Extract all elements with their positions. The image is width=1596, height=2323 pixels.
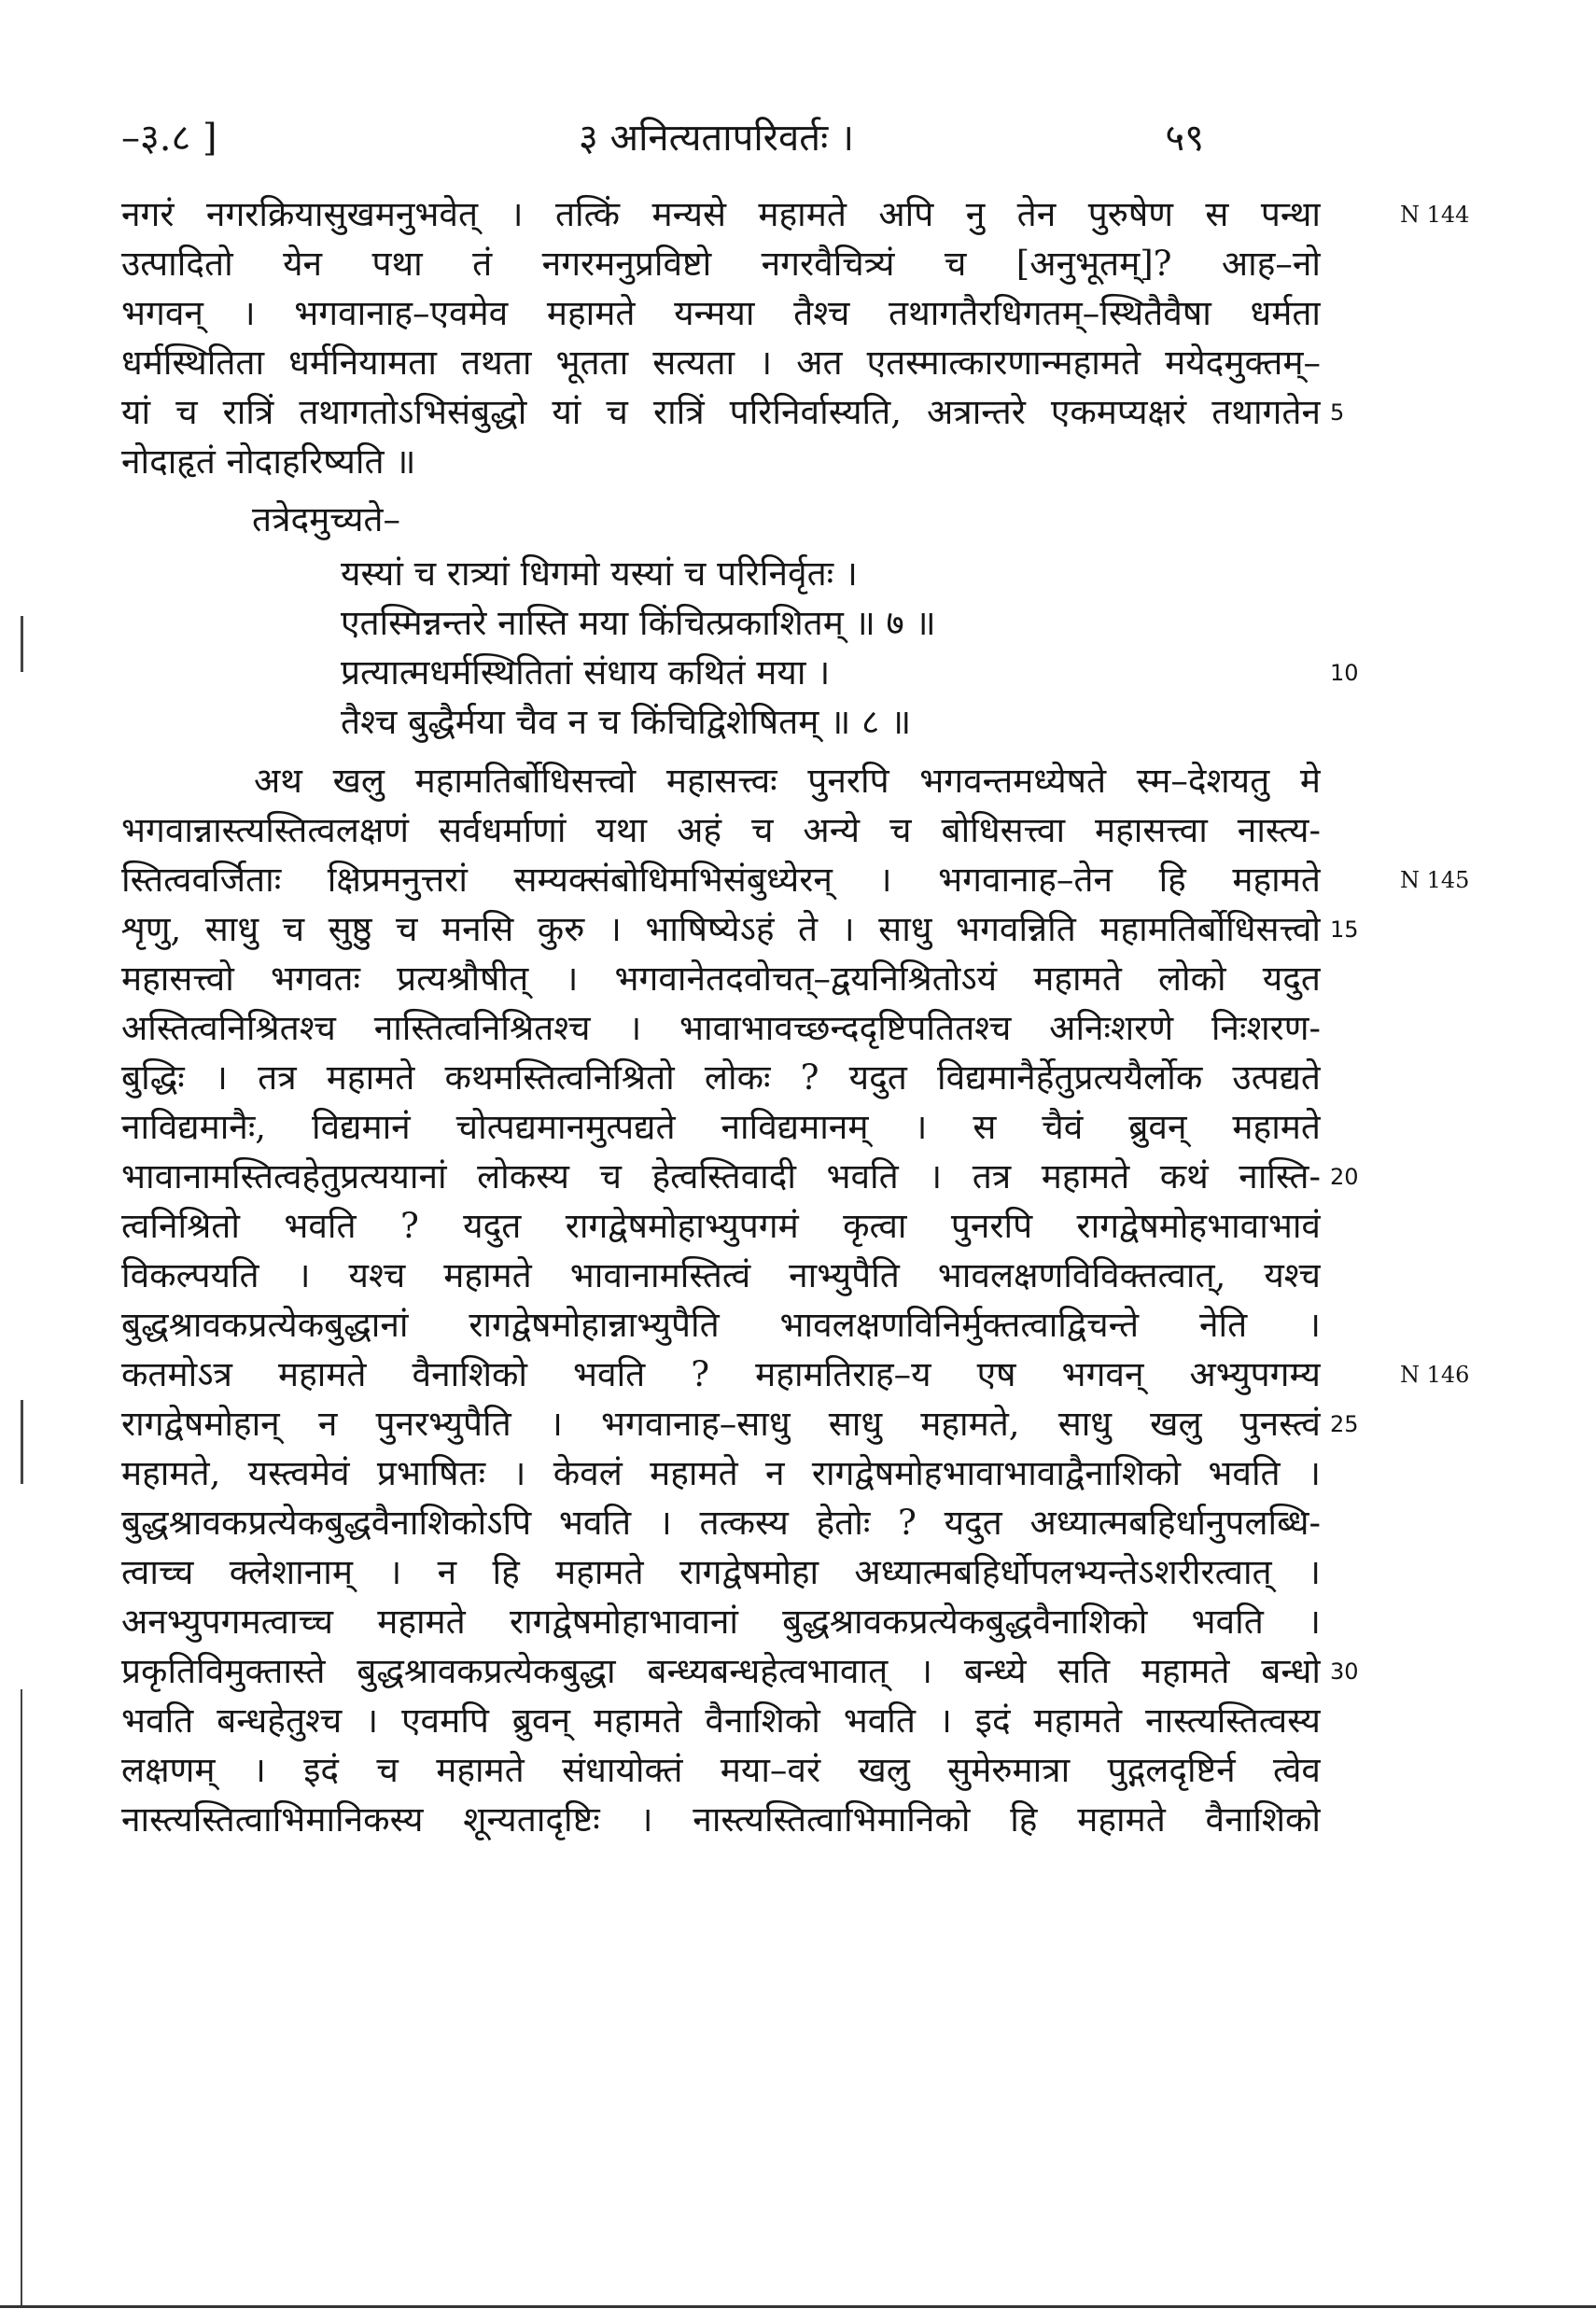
line-number: 10 bbox=[1330, 660, 1359, 686]
margin-reference: N 144 bbox=[1400, 202, 1470, 228]
text-line: भवति बन्धहेतुश्च । एवमपि ब्रुवन् महामते वैनाशिको भवति । इदं महामते नास्त्यस्तित्वस्य bbox=[121, 1700, 1321, 1741]
text-line: कतमोऽत्र महामते वैनाशिको भवति ? महामतिराह–य एष भगवन् अभ्युपगम्य bbox=[121, 1354, 1321, 1394]
text-line: भगवन् । भगवानाह–एवमेव महामते यन्मया तैश्च तथागतैरधिगतम्–स्थितैवैषा धर्मता bbox=[121, 293, 1321, 333]
verse-intro: तत्रेदमुच्यते– bbox=[252, 499, 400, 539]
text-line: अथ खलु महामतिर्बोधिसत्त्वो महासत्त्वः पुनरपि भगवन्तमध्येषते स्म–देशयतु मे bbox=[254, 761, 1321, 801]
text-line: शृणु, साधु च सुष्ठु च मनसि कुरु । भाषिष्येऽहं ते । साधु भगवन्निति महामतिर्बोधिसत्त्वो bbox=[121, 909, 1321, 949]
verse-line: एतस्मिन्नन्तरे नास्ति मया किंचित्प्रकाशितम् ॥ ७ ॥ bbox=[341, 603, 936, 643]
margin-reference: N 146 bbox=[1400, 1362, 1470, 1388]
text-line: विकल्पयति । यश्च महामते भावानामस्तित्वं नाभ्युपैति भावलक्षणविविक्तत्वात्, यश्च bbox=[121, 1255, 1321, 1295]
text-line: बुद्धश्रावकप्रत्येकबुद्धानां रागद्वेषमोहान्नाभ्युपैति भावलक्षणविनिर्मुक्तत्वाद्विचन्ते नेति । bbox=[121, 1305, 1321, 1345]
verse-line: यस्यां च रात्र्यां धिगमो यस्यां च परिनिर्वृतः । bbox=[341, 553, 858, 594]
line-number: 20 bbox=[1330, 1164, 1359, 1190]
text-line: बुद्धिः । तत्र महामते कथमस्तित्वनिश्रितो लोकः ? यदुत विद्यमानैर्हेतुप्रत्ययैर्लोक उत्पद्यते bbox=[121, 1057, 1321, 1098]
running-head bbox=[121, 110, 1204, 160]
page-number: ५९ bbox=[1165, 117, 1204, 160]
text-line: नगरं नगरक्रियासुखमनुभवेत् । तत्किं मन्यसे महामते अपि नु तेन पुरुषेण स पन्था bbox=[121, 194, 1321, 234]
text-line: अनभ्युपगमत्वाच्च महामते रागद्वेषमोहाभावानां बुद्धश्रावकप्रत्येकबुद्धवैनाशिको भवति । bbox=[121, 1602, 1321, 1642]
text-line: महामते, यस्त्वमेवं प्रभाषितः । केवलं महामते न रागद्वेषमोहभावाभावाद्वैनाशिको भवति । bbox=[121, 1453, 1321, 1493]
verse-line: प्रत्यात्मधर्मस्थितितां संधाय कथितं मया । bbox=[341, 652, 831, 693]
text-line: नास्त्यस्तित्वाभिमानिकस्य शून्यतादृष्टिः । नास्त्यस्तित्वाभिमानिको हि महामते वैनाशिको bbox=[121, 1799, 1321, 1840]
text-line: लक्षणम् । इदं च महामते संधायोक्तं मया–वरं खलु सुमेरुमात्रा पुद्गलदृष्टिर्न त्वेव bbox=[121, 1750, 1321, 1790]
margin-reference: N 145 bbox=[1400, 867, 1470, 893]
binding-mark bbox=[21, 1689, 22, 2305]
text-line: महासत्त्वो भगवतः प्रत्यश्रौषीत् । भगवानेतदवोचत्–द्वयनिश्रितोऽयं महामते लोको यदुत bbox=[121, 959, 1321, 999]
line-number: 15 bbox=[1330, 917, 1359, 943]
text-line: उत्पादितो येन पथा तं नगरमनुप्रविष्टो नगरवैचित्र्यं च [अनुभूतम्]? आह–नो bbox=[121, 244, 1321, 284]
text-line: अस्तित्वनिश्रितश्च नास्तित्वनिश्रितश्च । भावाभावच्छन्ददृष्टिपतितश्च अनिःशरणे निःशरण- bbox=[121, 1008, 1321, 1048]
text-line: नाविद्यमानैः, विद्यमानं चोत्पद्यमानमुत्पद्यते नाविद्यमानम् । स चैवं ब्रुवन् महामते bbox=[121, 1107, 1321, 1147]
verse-line: तैश्च बुद्धैर्मया चैव न च किंचिद्विशेषितम् ॥ ८ ॥ bbox=[341, 702, 912, 742]
section-reference: –३.८ ] bbox=[121, 117, 217, 160]
binding-mark bbox=[21, 616, 23, 672]
text-line: भावानामस्तित्वहेतुप्रत्ययानां लोकस्य च हेत्वस्तिवादी भवति । तत्र महामते कथं नास्ति- bbox=[121, 1156, 1321, 1196]
line-number: 5 bbox=[1330, 399, 1345, 426]
text-line: बुद्धश्रावकप्रत्येकबुद्धवैनाशिकोऽपि भवति । तत्कस्य हेतोः ? यदुत अध्यात्मबहिर्धानुपलब्धि- bbox=[121, 1503, 1321, 1543]
chapter-title: ३ अनित्यतापरिवर्तः । bbox=[579, 117, 855, 160]
page-edge-rule bbox=[0, 2305, 1596, 2308]
text-line: त्वनिश्रितो भवति ? यदुत रागद्वेषमोहाभ्युपगमं कृत्वा पुनरपि रागद्वेषमोहभावाभावं bbox=[121, 1206, 1321, 1246]
text-line: यां च रात्रिं तथागतोऽभिसंबुद्धो यां च रात्रिं परिनिर्वास्यति, अत्रान्तरे एकमप्यक्षरं तथागतेन bbox=[121, 392, 1321, 432]
text-line: स्तित्ववर्जिताः क्षिप्रमनुत्तरां सम्यक्संबोधिमभिसंबुध्येरन् । भगवानाह–तेन हि महामते bbox=[121, 860, 1321, 900]
line-number: 30 bbox=[1330, 1658, 1359, 1685]
text-line: भगवान्नास्त्यस्तित्वलक्षणं सर्वधर्माणां यथा अहं च अन्ये च बोधिसत्त्वा महासत्त्वा नास्त्य- bbox=[121, 810, 1321, 850]
text-line: प्रकृतिविमुक्तास्ते बुद्धश्रावकप्रत्येकबुद्धा बन्ध्यबन्धहेत्वभावात् । बन्ध्ये सति महामते बन्धो bbox=[121, 1651, 1321, 1691]
text-line: धर्मस्थितिता धर्मनियामता तथता भूतता सत्यता । अत एतस्मात्कारणान्महामते मयेदमुक्तम्– bbox=[121, 343, 1321, 383]
binding-mark bbox=[21, 1400, 23, 1484]
line-number: 25 bbox=[1330, 1411, 1359, 1437]
text-line: त्वाच्च क्लेशानाम् । न हि महामते रागद्वेषमोहा अध्यात्मबहिर्धोपलभ्यन्तेऽशरीरत्वात् । bbox=[121, 1552, 1321, 1592]
text-line: रागद्वेषमोहान् न पुनरभ्युपैति । भगवानाह–साधु साधु महामते, साधु खलु पुनस्त्वं bbox=[121, 1404, 1321, 1444]
text-line: नोदाहृतं नोदाहरिष्यति ॥ bbox=[121, 441, 416, 482]
